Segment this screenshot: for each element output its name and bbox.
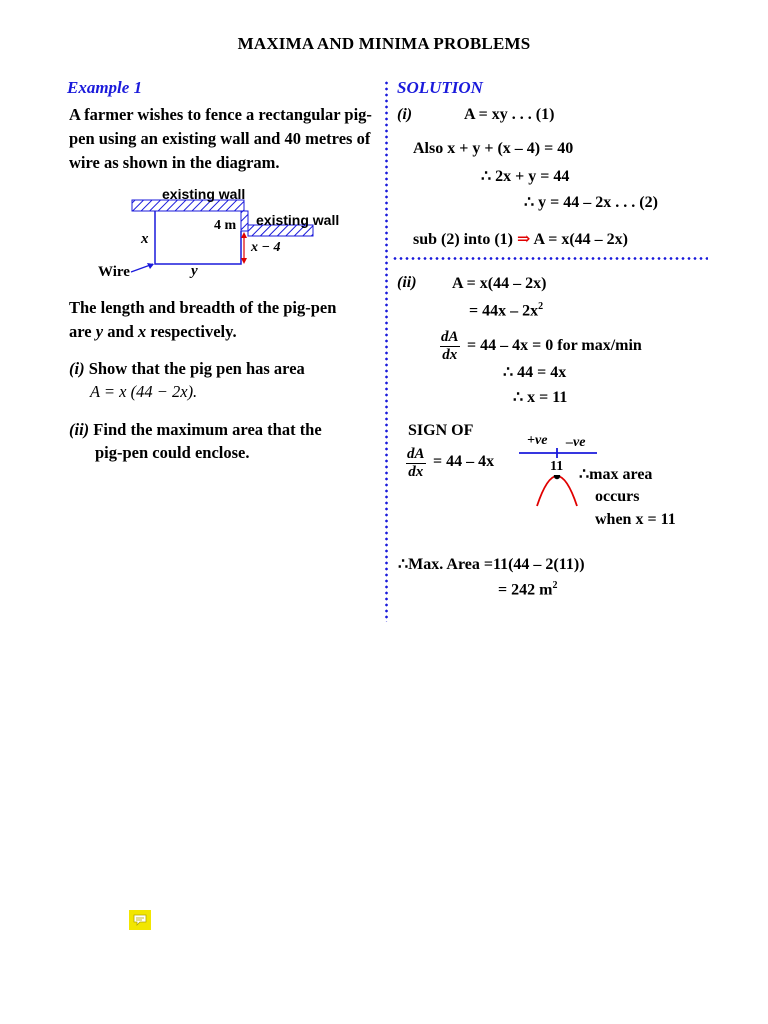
derivative-equation: = 44 – 4x = 0 for max/min — [467, 337, 642, 354]
critical-value: 11 — [550, 459, 564, 474]
four-m-label: 4 m — [214, 218, 237, 233]
sign-of-label: SIGN OF — [408, 422, 474, 439]
max-area-line: ∴Max. Area =11(44 – 2(11)) — [398, 556, 585, 573]
conclusion-line-3: when x = 11 — [595, 511, 676, 528]
part-ii-tag: (ii) — [397, 274, 417, 291]
expand-line-1: A = x(44 – 2x) — [452, 275, 547, 292]
conclusion-line-1: ∴max area — [579, 466, 653, 483]
part-i-formula: A = x (44 − 2x). — [90, 382, 198, 401]
positive-label: +ve — [527, 433, 548, 448]
conclusion-line-2: occurs — [595, 488, 640, 505]
part-ii-question: (ii) Find the maximum area that the — [69, 420, 322, 439]
negative-label: –ve — [566, 435, 586, 450]
problem-text: A farmer wishes to fence a rectangular pig-pen using an existing wall and 40 metres of wire as shown in the diagram. — [69, 105, 372, 172]
top-wall-label: existing wall — [162, 186, 246, 202]
part-i-question: (i) Show that the pig pen has area — [69, 359, 305, 378]
derivative-fraction: $\frac{dA}{dx}$ — [441, 329, 459, 363]
solve-line-1: ∴ 44 = 4x — [503, 364, 567, 381]
substitution-line: sub (2) into (1) ⇒ A = x(44 – 2x) — [413, 231, 628, 248]
solution-heading: SOLUTION — [397, 78, 483, 97]
x-label: x — [141, 231, 149, 247]
note-icon[interactable] — [129, 910, 151, 930]
eq-perimeter: Also x + y + (x – 4) = 40 — [413, 140, 574, 157]
max-area-value: = 242 $m^2$ — [498, 580, 558, 599]
expand-line-2: = $44x - 2x^2$ — [469, 301, 544, 320]
part-ii-line-2: pig-pen could enclose. — [95, 443, 250, 462]
parabola-curve — [537, 476, 577, 506]
sign-equation: = 44 – 4x — [433, 453, 495, 470]
sign-fraction: $\frac{dA}{dx}$ — [407, 446, 425, 480]
section-divider — [392, 257, 708, 260]
x-minus-4-label: x − 4 — [251, 240, 281, 255]
eq-area: A = xy . . . (1) — [464, 106, 555, 123]
dims-line-1: The length and breadth of the pig-pen — [69, 298, 337, 317]
part-i-tag: (i) — [397, 106, 413, 123]
example-heading: Example 1 — [67, 78, 143, 97]
eq-y: ∴ y = 44 – 2x . . . (2) — [524, 194, 658, 211]
wire-label: Wire — [98, 264, 130, 280]
column-divider — [385, 80, 388, 622]
y-label: y — [191, 263, 198, 279]
right-wall-label: existing wall — [256, 212, 340, 228]
eq-simplified: ∴ 2x + y = 44 — [481, 168, 570, 185]
wall-corner — [241, 211, 248, 231]
solve-line-2: ∴ x = 11 — [513, 389, 568, 406]
dims-line-2: are y and x respectively. — [69, 322, 237, 341]
page-title: MAXIMA AND MINIMA PROBLEMS — [237, 34, 531, 53]
